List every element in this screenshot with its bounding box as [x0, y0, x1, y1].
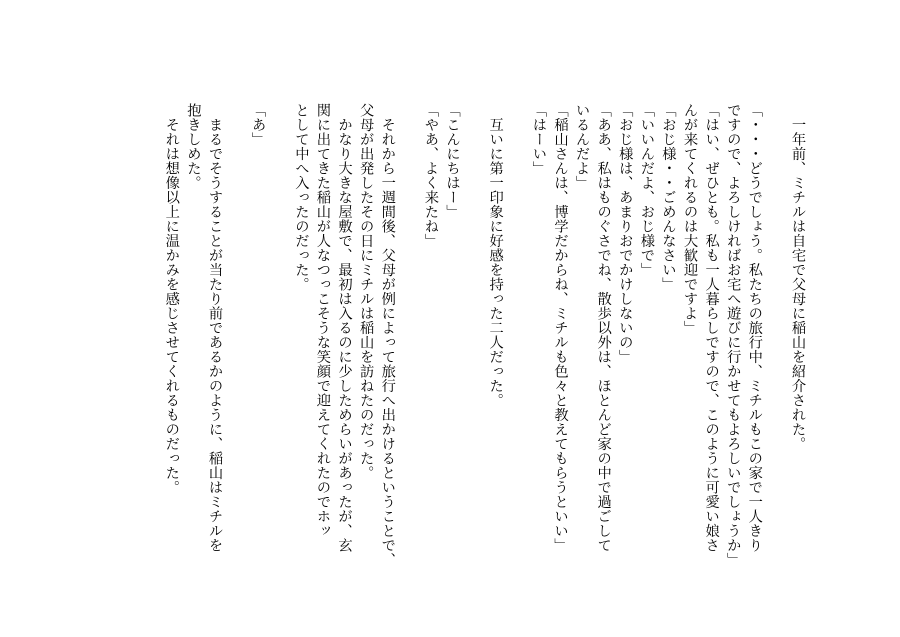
text-line: 「あ」 [250, 103, 267, 147]
text-line: 「ああ、私はものぐさでね、散歩以外は、ほとんど家の中で過ごして [595, 103, 612, 553]
text-line: かなり大きな屋敷で、最初は入るのに少しためらいがあったが、玄 [336, 103, 353, 553]
blank-line [506, 103, 528, 573]
text-line: 関に出てきた稲山が人なつっこそうな笑顔で迎えてくれたのでホッ [314, 103, 331, 538]
text-line: 「・・・どうでしょう。私たちの旅行中、ミチルもこの家で一人きり [746, 103, 763, 553]
blank-line [765, 103, 787, 573]
text-line: 「稲山さんは、博学だからね、ミチルも色々と教えてもらうといい」 [552, 103, 569, 553]
text-line: まるでそうすることが当たり前であるかのように、稲山はミチルを [206, 103, 223, 553]
blank-line [268, 103, 290, 573]
text-line: 「はーい」 [530, 103, 547, 176]
text-line: 互いに第一印象に好感を持った二人だった。 [487, 103, 504, 408]
text-line: 父母が出発したその日にミチルは稲山を訪ねたのだった。 [358, 103, 375, 480]
blank-line [463, 103, 485, 573]
text-line: 一年前、ミチルは自宅で父母に稲山を紹介された。 [790, 103, 806, 451]
blank-line [398, 103, 420, 573]
text-line: 「はい、ぜひとも。私も一人暮らしですので、このように可愛い娘さ [703, 103, 720, 553]
vertical-text-body [160, 103, 808, 573]
text-line: 抱きしめた。 [185, 103, 202, 190]
text-line: 「やあ、よく来たね」 [422, 103, 439, 248]
blank-line [225, 103, 247, 573]
text-line: 「いいんだよ、おじ様で」 [638, 103, 655, 277]
text-line: として中へ入ったのだった。 [293, 103, 310, 292]
text-line: それは想像以上に温かみを感じさせてくれるものだった。 [163, 103, 180, 495]
text-line: 「おじ様は、あまりおでかけしないの」 [617, 103, 634, 364]
text-line: 「おじ様・・ごめんなさい」 [660, 103, 677, 292]
text-line: いるんだよ」 [574, 103, 591, 190]
text-line: それから一週間後、父母が例によって旅行へ出かけるということで、 [379, 103, 396, 567]
text-line: 「こんにちはー」 [444, 103, 461, 219]
text-line: ですので、よろしければお宅へ遊びに行かせてもよろしいでしょうか」 [725, 103, 742, 567]
text-line: んが来てくれるのは大歓迎ですよ」 [682, 103, 699, 335]
